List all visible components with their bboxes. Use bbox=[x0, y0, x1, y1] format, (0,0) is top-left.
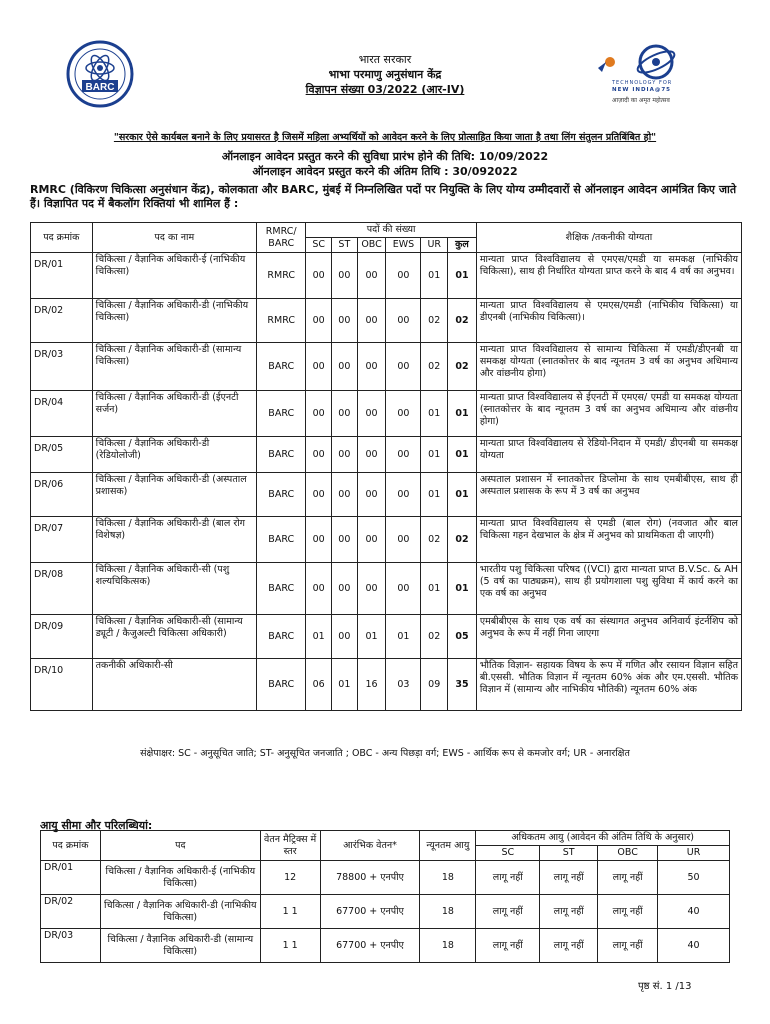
col-ews: EWS bbox=[386, 238, 421, 253]
table-row bbox=[31, 615, 742, 659]
cell-unit: BARC bbox=[257, 473, 306, 517]
end-date: ऑनलाइन आवेदन प्रस्तुत करने की अंतिम तिथि : 30/092022 bbox=[252, 165, 518, 178]
cell-ur: 01 bbox=[421, 563, 448, 615]
org-name: भाभा परमाणु अनुसंधान केंद्र bbox=[328, 68, 442, 81]
cell-qual: मान्यता प्राप्त विश्वविद्यालय से एमडी (बाल रोग) (नवजात और बाल चिकित्सा गहन देखभाल के क्षेत्र में अनुभव को प्राथमिकता दी जाएगी) bbox=[476, 517, 741, 563]
motto: "सरकार ऐसे कार्यबल बनाने के लिए प्रयासरत है जिसमें महिला अभ्यर्थियों को आवेदन करने के लिए प्रोत्साहित किया जाता है तथा लिंग संतुलन प्रतिबिंबित हो" bbox=[113, 132, 657, 143]
cell-sc: 00 bbox=[306, 517, 332, 563]
age-col-min-age: न्यूनतम आयु bbox=[420, 831, 476, 861]
col-vacancies: पदों की संख्या bbox=[306, 223, 477, 238]
cell-ews: 00 bbox=[386, 253, 421, 299]
cell-ews: 01 bbox=[386, 615, 421, 659]
table-row bbox=[31, 563, 742, 615]
col-post-name: पद का नाम bbox=[92, 223, 256, 253]
logo-caption: आज़ादी का अमृत महोत्सव bbox=[612, 97, 670, 104]
cell-name: चिकित्सा / वैज्ञानिक अधिकारी-ई (नाभिकीय चिकित्सा) bbox=[92, 253, 256, 299]
cell-name: चिकित्सा / वैज्ञानिक अधिकारी-डी (बाल रोग विशेषज्ञ) bbox=[92, 517, 256, 563]
cell-obc: 00 bbox=[357, 517, 386, 563]
cell-st: 00 bbox=[332, 473, 358, 517]
cell-obc: 01 bbox=[357, 615, 386, 659]
cell-ur: 01 bbox=[421, 437, 448, 473]
cell-qual: मान्यता प्राप्त विश्वविद्यालय से ईएनटी में एमएस/ एमडी या समकक्ष योग्यता (स्नातकोत्तर के बाद न्यूनतम 3 वर्ष का अनुभव अधिमान्य और वांछनीय होगा) bbox=[476, 391, 741, 437]
cell-total: 01 bbox=[448, 473, 477, 517]
cell-no: DR/05 bbox=[31, 437, 93, 473]
cell-qual: अस्पताल प्रशासन में स्नातकोत्तर डिप्लोमा के साथ एमबीबीएस, साथ ही अस्पताल प्रशासक के रूप में 3 वर्ष का अनुभव bbox=[476, 473, 741, 517]
age-col-ur: UR bbox=[658, 846, 730, 861]
cell-unit: BARC bbox=[257, 563, 306, 615]
cell-no: DR/03 bbox=[31, 343, 93, 391]
logo-text-1: TECHNOLOGY FOR bbox=[612, 80, 673, 86]
cell-qual: एमबीबीएस के साथ एक वर्ष का संस्थागत अनुभव अनिवार्य इंटर्नशिप को अनुभव के रूप में नहीं गिना जाएगा bbox=[476, 615, 741, 659]
col-st: ST bbox=[332, 238, 358, 253]
age-cell-min: 18 bbox=[420, 929, 476, 963]
age-cell-no: DR/02 bbox=[41, 895, 101, 929]
age-cell-obc: लागू नहीं bbox=[598, 861, 658, 895]
cell-ur: 01 bbox=[421, 473, 448, 517]
cell-total: 02 bbox=[448, 343, 477, 391]
cell-ews: 00 bbox=[386, 391, 421, 437]
col-unit: RMRC/ BARC bbox=[257, 223, 306, 253]
cell-obc: 00 bbox=[357, 299, 386, 343]
col-obc: OBC bbox=[357, 238, 386, 253]
cell-sc: 01 bbox=[306, 615, 332, 659]
age-section-title: आयु सीमा और परिलब्धियां: bbox=[40, 819, 153, 832]
cell-ews: 00 bbox=[386, 299, 421, 343]
cell-total: 02 bbox=[448, 517, 477, 563]
abbreviations: संक्षेपाक्षर: SC - अनुसूचित जाति; ST- अनुसूचित जनजाति ; OBC - अन्य पिछड़ा वर्ग; EWS - आर्थिक रूप से कमजोर वर्ग; UR - अनारक्षित bbox=[140, 748, 630, 759]
table-row bbox=[31, 473, 742, 517]
cell-unit: BARC bbox=[257, 659, 306, 711]
age-cell-min: 18 bbox=[420, 861, 476, 895]
age-table bbox=[40, 830, 730, 963]
cell-name: चिकित्सा / वैज्ञानिक अधिकारी-डी (नाभिकीय चिकित्सा) bbox=[92, 299, 256, 343]
cell-ur: 02 bbox=[421, 615, 448, 659]
cell-ews: 00 bbox=[386, 517, 421, 563]
cell-st: 00 bbox=[332, 391, 358, 437]
cell-name: तकनीकी अधिकारी-सी bbox=[92, 659, 256, 711]
svg-text:BARC: BARC bbox=[85, 82, 115, 93]
cell-no: DR/09 bbox=[31, 615, 93, 659]
cell-sc: 00 bbox=[306, 253, 332, 299]
cell-obc: 16 bbox=[357, 659, 386, 711]
age-cell-no: DR/01 bbox=[41, 861, 101, 895]
cell-sc: 00 bbox=[306, 299, 332, 343]
col-total: कुल bbox=[448, 238, 477, 253]
cell-st: 00 bbox=[332, 563, 358, 615]
table-row bbox=[31, 299, 742, 343]
age-cell-obc: लागू नहीं bbox=[598, 895, 658, 929]
cell-ews: 00 bbox=[386, 343, 421, 391]
age-col-st: ST bbox=[540, 846, 598, 861]
cell-st: 00 bbox=[332, 299, 358, 343]
age-cell-min: 18 bbox=[420, 895, 476, 929]
table-row bbox=[31, 517, 742, 563]
cell-no: DR/02 bbox=[31, 299, 93, 343]
cell-qual: मान्यता प्राप्त विश्वविद्यालय से सामान्य चिकित्सा में एमडी/डीएनबी या समकक्ष योग्यता (स्नातकोत्तर के बाद न्यूनतम 3 वर्ष का अनुभव अधिमान्य और वांछनीय होगा) bbox=[476, 343, 741, 391]
age-cell-post: चिकित्सा / वैज्ञानिक अधिकारी-डी (सामान्य चिकित्सा) bbox=[100, 929, 260, 963]
age-cell-level: 1 1 bbox=[260, 895, 320, 929]
col-qualification: शैक्षिक /तकनीकी योग्यता bbox=[476, 223, 741, 253]
age-cell-ur: 40 bbox=[658, 929, 730, 963]
table-row bbox=[41, 861, 730, 895]
col-post-no: पद क्रमांक bbox=[31, 223, 93, 253]
age-cell-st: लागू नहीं bbox=[540, 929, 598, 963]
table-row bbox=[31, 253, 742, 299]
cell-qual: मान्यता प्राप्त विश्वविद्यालय से एमएस/एमडी या समकक्ष (नाभिकीय चिकित्सा), साथ ही निर्धारित योग्यता प्राप्त करने के बाद 4 वर्ष का अनुभव। bbox=[476, 253, 741, 299]
age-cell-post: चिकित्सा / वैज्ञानिक अधिकारी-ई (नाभिकीय चिकित्सा) bbox=[100, 861, 260, 895]
cell-qual: मान्यता प्राप्त विश्वविद्यालय से एमएस/एमडी (नाभिकीय चिकित्सा) या डीएनबी (नाभिकीय चिकित्सा)। bbox=[476, 299, 741, 343]
govt-of-india: भारत सरकार bbox=[358, 53, 412, 66]
cell-ews: 00 bbox=[386, 563, 421, 615]
cell-total: 01 bbox=[448, 563, 477, 615]
table-row bbox=[31, 391, 742, 437]
cell-qual: भौतिक विज्ञान- सहायक विषय के रूप में गणित और रसायन विज्ञान सहित बी.एससी. भौतिक विज्ञान में न्यूनतम 60% अंक और एम.एससी. भौतिक विज्ञान में (सामान्य और नाभिकीय भौतिकी) न्यूनतम 60% अंक bbox=[476, 659, 741, 711]
age-col-max-age: अधिकतम आयु (आवेदन की अंतिम तिथि के अनुसार) bbox=[476, 831, 730, 846]
cell-st: 00 bbox=[332, 517, 358, 563]
page-number: पृष्ठ सं. 1 /13 bbox=[638, 981, 692, 992]
cell-unit: BARC bbox=[257, 615, 306, 659]
logo-text-2: NEW INDIA@75 bbox=[612, 87, 672, 93]
start-date: ऑनलाइन आवेदन प्रस्तुत करने की सुविधा प्रारंभ होने की तिथि: 10/09/2022 bbox=[221, 150, 549, 163]
age-col-post: पद bbox=[100, 831, 260, 861]
age-cell-pay: 67700 + एनपीए bbox=[320, 895, 420, 929]
age-cell-post: चिकित्सा / वैज्ञानिक अधिकारी-डी (नाभिकीय चिकित्सा) bbox=[100, 895, 260, 929]
cell-no: DR/04 bbox=[31, 391, 93, 437]
cell-st: 00 bbox=[332, 253, 358, 299]
cell-unit: RMRC bbox=[257, 299, 306, 343]
col-sc: SC bbox=[306, 238, 332, 253]
cell-obc: 00 bbox=[357, 391, 386, 437]
cell-ur: 02 bbox=[421, 343, 448, 391]
table-row bbox=[31, 343, 742, 391]
posts-table bbox=[30, 222, 742, 711]
cell-ur: 01 bbox=[421, 253, 448, 299]
table-row bbox=[31, 659, 742, 711]
cell-sc: 06 bbox=[306, 659, 332, 711]
age-cell-sc: लागू नहीं bbox=[476, 929, 540, 963]
age-cell-st: लागू नहीं bbox=[540, 895, 598, 929]
age-col-pay: आरंभिक वेतन* bbox=[320, 831, 420, 861]
cell-st: 01 bbox=[332, 659, 358, 711]
cell-sc: 00 bbox=[306, 343, 332, 391]
col-ur: UR bbox=[421, 238, 448, 253]
age-col-sc: SC bbox=[476, 846, 540, 861]
cell-ur: 09 bbox=[421, 659, 448, 711]
table-row bbox=[31, 437, 742, 473]
cell-unit: BARC bbox=[257, 517, 306, 563]
cell-name: चिकित्सा / वैज्ञानिक अधिकारी-डी (रेडियोलोजी) bbox=[92, 437, 256, 473]
age-cell-pay: 78800 + एनपीए bbox=[320, 861, 420, 895]
cell-name: चिकित्सा / वैज्ञानिक अधिकारी-डी (सामान्य चिकित्सा) bbox=[92, 343, 256, 391]
cell-total: 35 bbox=[448, 659, 477, 711]
cell-name: चिकित्सा / वैज्ञानिक अधिकारी-सी (पशु शल्यचिकित्सक) bbox=[92, 563, 256, 615]
cell-no: DR/01 bbox=[31, 253, 93, 299]
cell-obc: 00 bbox=[357, 253, 386, 299]
cell-sc: 00 bbox=[306, 563, 332, 615]
cell-unit: BARC bbox=[257, 391, 306, 437]
cell-sc: 00 bbox=[306, 473, 332, 517]
cell-no: DR/06 bbox=[31, 473, 93, 517]
cell-qual: भारतीय पशु चिकित्सा परिषद ((VCI) द्वारा मान्यता प्राप्त B.V.Sc. & AH (5 वर्ष का पाठ्यक्रम), साथ ही प्रयोगशाला पशु सुविधा में कार्य करने का एक वर्ष का अनुभव bbox=[476, 563, 741, 615]
table-row bbox=[41, 895, 730, 929]
cell-obc: 00 bbox=[357, 343, 386, 391]
advt-number: विज्ञापन संख्या 03/2022 (आर-IV) bbox=[305, 83, 465, 96]
age-col-post-no: पद क्रमांक bbox=[41, 831, 101, 861]
cell-obc: 00 bbox=[357, 473, 386, 517]
cell-ur: 02 bbox=[421, 299, 448, 343]
cell-ews: 00 bbox=[386, 437, 421, 473]
cell-ews: 03 bbox=[386, 659, 421, 711]
cell-sc: 00 bbox=[306, 391, 332, 437]
age-cell-level: 12 bbox=[260, 861, 320, 895]
cell-obc: 00 bbox=[357, 563, 386, 615]
cell-ur: 02 bbox=[421, 517, 448, 563]
cell-ur: 01 bbox=[421, 391, 448, 437]
cell-total: 01 bbox=[448, 253, 477, 299]
cell-name: चिकित्सा / वैज्ञानिक अधिकारी-सी (सामान्य ड्यूटी / कैजुअल्टी चिकित्सा अधिकारी) bbox=[92, 615, 256, 659]
cell-total: 01 bbox=[448, 437, 477, 473]
cell-ews: 00 bbox=[386, 473, 421, 517]
age-cell-ur: 40 bbox=[658, 895, 730, 929]
age-cell-st: लागू नहीं bbox=[540, 861, 598, 895]
cell-unit: RMRC bbox=[257, 253, 306, 299]
age-col-obc: OBC bbox=[598, 846, 658, 861]
cell-unit: BARC bbox=[257, 343, 306, 391]
cell-sc: 00 bbox=[306, 437, 332, 473]
age-cell-level: 1 1 bbox=[260, 929, 320, 963]
age-cell-pay: 67700 + एनपीए bbox=[320, 929, 420, 963]
age-cell-obc: लागू नहीं bbox=[598, 929, 658, 963]
cell-name: चिकित्सा / वैज्ञानिक अधिकारी-डी (ईएनटी सर्जन) bbox=[92, 391, 256, 437]
cell-no: DR/08 bbox=[31, 563, 93, 615]
cell-obc: 00 bbox=[357, 437, 386, 473]
intro-paragraph: RMRC (विकिरण चिकित्सा अनुसंधान केंद्र), कोलकाता और BARC, मुंबई में निम्नलिखित पदों पर नियुक्ति के लिए योग्य उम्मीदवारों से ऑनलाइन आवेदन आमंत्रित किए जाते हैं। विज्ञापित पद में बैकलॉग रिक्तियां भी शामिल हैं : bbox=[30, 183, 737, 210]
age-cell-sc: लागू नहीं bbox=[476, 861, 540, 895]
cell-name: चिकित्सा / वैज्ञानिक अधिकारी-डी (अस्पताल प्रशासक) bbox=[92, 473, 256, 517]
cell-st: 00 bbox=[332, 343, 358, 391]
cell-total: 02 bbox=[448, 299, 477, 343]
age-cell-no: DR/03 bbox=[41, 929, 101, 963]
age-cell-ur: 50 bbox=[658, 861, 730, 895]
cell-total: 05 bbox=[448, 615, 477, 659]
table-row bbox=[41, 929, 730, 963]
age-col-level: वेतन मैट्रिक्स में स्तर bbox=[260, 831, 320, 861]
cell-total: 01 bbox=[448, 391, 477, 437]
cell-no: DR/10 bbox=[31, 659, 93, 711]
cell-no: DR/07 bbox=[31, 517, 93, 563]
cell-qual: मान्यता प्राप्त विश्वविद्यालय से रेडियो-निदान में एमडी/ डीएनबी या समकक्ष योग्यता bbox=[476, 437, 741, 473]
cell-st: 00 bbox=[332, 437, 358, 473]
cell-unit: BARC bbox=[257, 437, 306, 473]
cell-st: 00 bbox=[332, 615, 358, 659]
age-cell-sc: लागू नहीं bbox=[476, 895, 540, 929]
